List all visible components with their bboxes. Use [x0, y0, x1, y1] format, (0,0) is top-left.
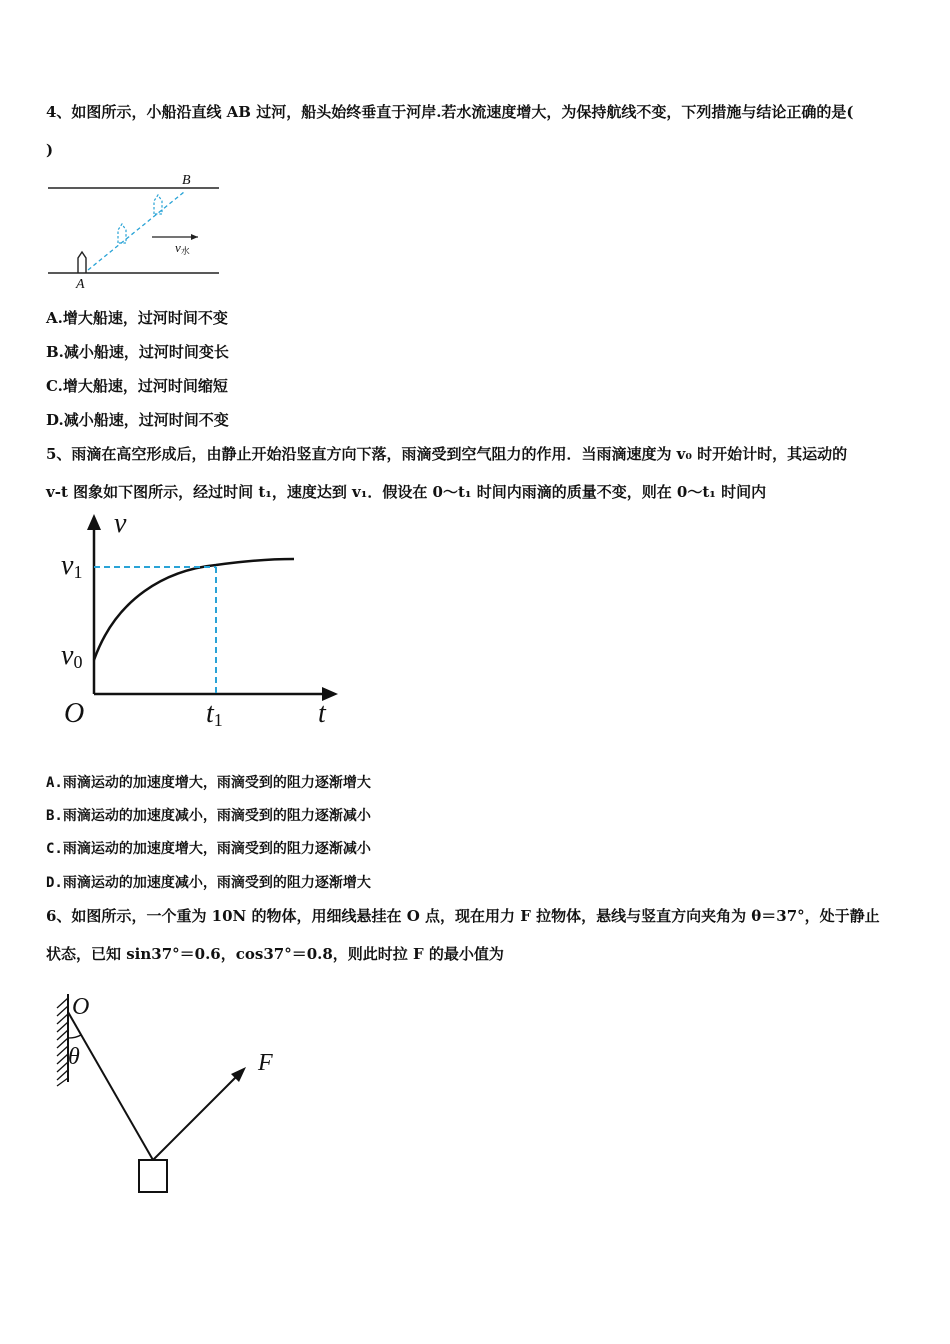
- label-t1: t1: [206, 698, 223, 730]
- label-axis-v: v: [114, 508, 127, 539]
- arrowhead-icon: [191, 234, 198, 240]
- string: [68, 1012, 153, 1160]
- label-theta: θ: [68, 1044, 80, 1070]
- q6-force-figure: [50, 990, 290, 1200]
- q5-option-a: A.雨滴运动的加速度增大，雨滴受到的阻力逐渐增大: [46, 775, 371, 791]
- label-v-water: v水: [175, 240, 190, 256]
- q4-option-a: A.增大船速，过河时间不变: [46, 309, 228, 327]
- label-axis-t: t: [318, 698, 326, 729]
- q5-stem-line2: v-t 图象如下图所示，经过时间 t₁，速度达到 v₁．假设在 0～t₁ 时间内雨滴的质量不变，则在 0～t₁ 时间内: [46, 483, 767, 501]
- label-o: O: [72, 994, 90, 1020]
- q6-stem-line2: 状态，已知 sin37°＝0.6，cos37°＝0.8，则此时拉 F 的最小值为: [46, 945, 504, 963]
- force-f-line: [153, 1075, 238, 1160]
- boat-dashed-1-icon: [118, 224, 126, 243]
- hanging-block: [139, 1160, 167, 1192]
- label-f: F: [258, 1050, 273, 1076]
- q5-option-d: D.雨滴运动的加速度减小，雨滴受到的阻力逐渐增大: [46, 875, 371, 891]
- q4-boat-figure: [44, 170, 224, 292]
- q5-stem-line1: 5、雨滴在高空形成后，由静止开始沿竖直方向下落，雨滴受到空气阻力的作用．当雨滴速度为 v₀ 时开始计时，其运动的: [46, 445, 848, 463]
- velocity-curve: [94, 559, 294, 660]
- q4-stem-line2: ): [46, 141, 54, 159]
- q4-option-c: C.增大船速，过河时间缩短: [46, 377, 228, 395]
- label-b: B: [182, 173, 191, 188]
- label-origin: O: [64, 698, 85, 729]
- q4-option-d: D.减小船速，过河时间不变: [46, 411, 229, 429]
- label-v0: v0: [61, 640, 83, 672]
- q5-option-c: C.雨滴运动的加速度增大，雨滴受到的阻力逐渐减小: [46, 841, 371, 857]
- q6-stem-line1: 6、如图所示，一个重为 10N 的物体，用细线悬挂在 O 点，现在用力 F 拉物体，悬线与竖直方向夹角为 θ＝37°，处于静止: [46, 907, 880, 925]
- q5-vt-graph: [56, 508, 356, 733]
- q4-stem-line1: 4、如图所示，小船沿直线 AB 过河，船头始终垂直于河岸.若水流速度增大，为保持航线不变，下列措施与结论正确的是(: [46, 103, 854, 121]
- label-v1: v1: [61, 550, 83, 582]
- q4-option-b: B.减小船速，过河时间变长: [46, 343, 229, 361]
- course-line: [88, 192, 184, 270]
- angle-arc: [68, 1035, 81, 1038]
- q5-option-b: B.雨滴运动的加速度减小，雨滴受到的阻力逐渐减小: [46, 808, 371, 824]
- v-axis-arrow-icon: [87, 514, 101, 530]
- wall-hatching: [57, 998, 68, 1086]
- boat-icon: [78, 252, 86, 273]
- label-a: A: [76, 277, 85, 292]
